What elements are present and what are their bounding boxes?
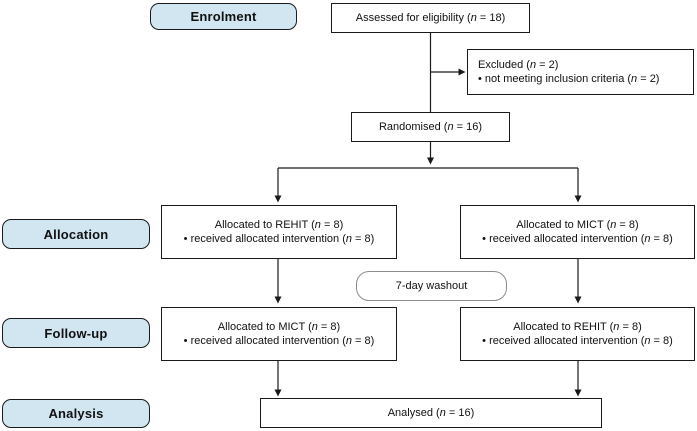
box-line: • not meeting inclusion criteria (n = 2) [478,73,660,85]
box-line: Allocated to MICT (n = 8) [516,219,639,231]
stage-label-allocation [2,219,150,249]
box-line: • received allocated intervention (n = 8) [482,335,673,347]
box-line: Assessed for eligibility (n = 18) [355,12,506,24]
box-line: Excluded (n = 2) [478,59,559,71]
box-line: • received allocated intervention (n = 8) [183,233,375,245]
box-randomised [351,112,510,142]
box-line: Randomised (n = 16) [378,121,483,133]
box-assessed-for-eligibility [331,3,530,33]
stage-label-text: Enrolment [190,9,257,24]
box-washout [356,271,507,301]
box-excluded [467,49,694,95]
stage-label-text: Allocation [43,226,109,242]
box-followup-rehit [460,307,695,361]
box-followup-mict [161,307,397,361]
box-line: Allocated to REHIT (n = 8) [214,219,344,231]
box-allocated-rehit [161,205,397,259]
stage-label-text: Follow-up [44,325,108,341]
stage-label-analysis [2,399,150,428]
box-line: • received allocated intervention (n = 8) [482,233,673,245]
stage-label-enrolment [150,3,297,30]
box-line: • received allocated intervention (n = 8) [183,335,375,347]
box-allocated-mict [460,205,695,259]
box-line: 7-day washout [395,280,468,292]
box-line: Analysed (n = 16) [387,407,475,419]
box-line: Allocated to REHIT (n = 8) [513,321,642,333]
box-analysed [260,398,602,428]
stage-label-text: Analysis [48,406,104,421]
stage-label-followup [2,318,150,348]
box-line: Allocated to MICT (n = 8) [217,321,341,333]
